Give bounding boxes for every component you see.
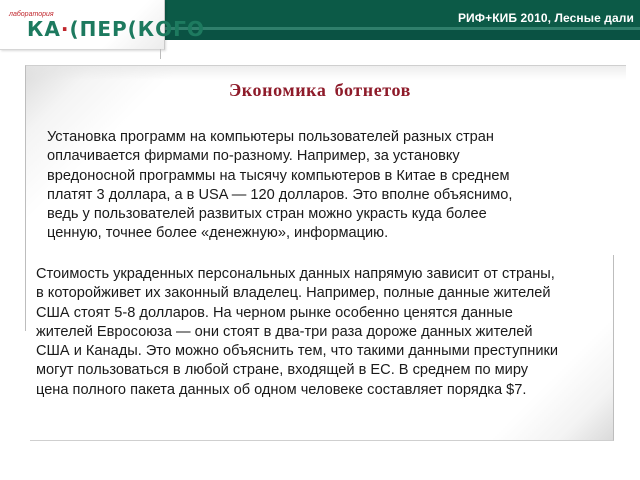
paragraph-installation-costs [47, 128, 567, 244]
logo-subtitle: лаборатория [9, 11, 54, 18]
paragraph-line: США стоят 5-8 долларов. На черном рынке особенно ценятся данные [36, 304, 513, 321]
paragraph-line: вредоносной программы на тысячу компьютеров в Китае в среднем [47, 167, 510, 184]
paragraph-line: платят 3 доллара, а в USA — 120 долларов. Это вполне объяснимо, [47, 186, 513, 203]
paragraph-line: оплачивается фирмами по-разному. Например, за установку [47, 148, 460, 165]
logo-dot-icon: · [60, 17, 70, 41]
kaspersky-logo [0, 0, 205, 50]
paragraph-line: цена полного пакета данных об одном человеке составляет порядка $7. [36, 381, 527, 398]
logo-wordmark-part2: (ПЕР(КОГО [69, 17, 205, 41]
paragraph-line: жителей Евросоюза — они стоят в два-три раза дороже данных жителей [36, 323, 533, 340]
slide-title: Экономика ботнетов [228, 80, 411, 100]
paragraph-line: США и Канады. Это можно объяснить тем, что такими данными преступники [36, 343, 559, 360]
paragraph-line: могут пользоваться в любой стране, входящей в ЕС. В среднем по миру [36, 362, 529, 379]
paragraph-line: Установка программ на компьютеры пользователей разных стран [47, 129, 494, 145]
panel-shade [26, 66, 626, 80]
logo-wordmark [27, 17, 205, 41]
paragraph-stolen-data-prices [36, 265, 626, 400]
paragraph-line: в которойживет их законный владелец. Например, полные данные жителей [36, 285, 551, 302]
logo-wordmark-part1: КА [27, 17, 61, 41]
divider [160, 49, 161, 59]
paragraph-line: ценную, точнее более «денежную», информацию. [47, 225, 389, 242]
paragraph-line: Стоимость украденных персональных данных напрямую зависит от страны, [36, 266, 555, 282]
paragraph-line: ведь у пользователей развитых стран можно украсть куда более [47, 206, 487, 223]
event-label: РИФ+КИБ 2010, Лесные дали [457, 11, 634, 25]
